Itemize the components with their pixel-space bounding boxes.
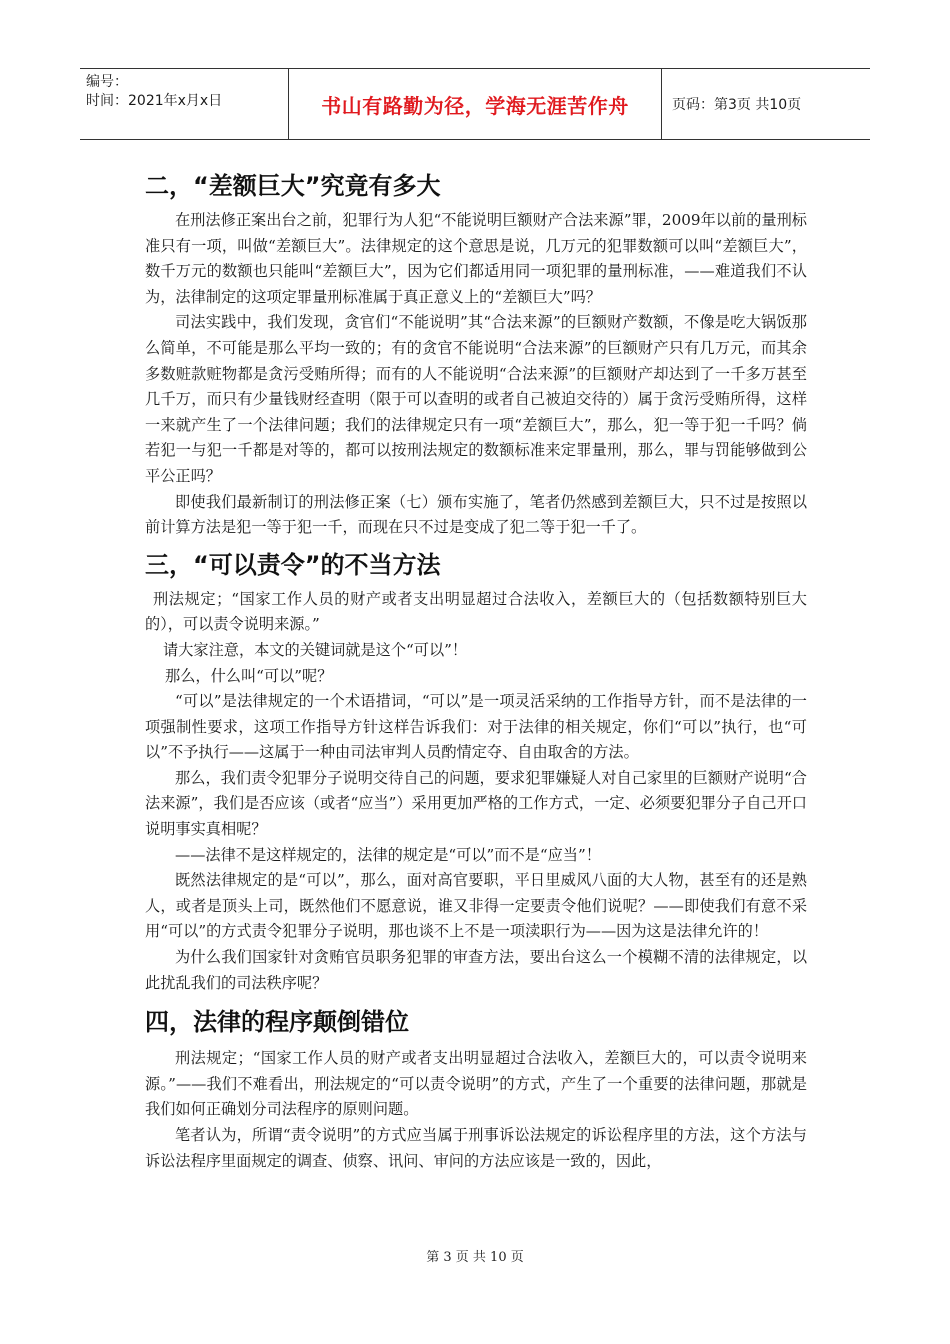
section-title: 三，“可以责令”的不当方法 xyxy=(145,550,441,579)
paragraph: 请大家注意，本文的关键词就是这个“可以”！ xyxy=(163,640,468,659)
header-motto: 书山有路勤为径，学海无涯苦作舟 xyxy=(289,69,662,139)
paragraph: ——法律不是这样规定的，法律的规定是“可以”而不是“应当”！ xyxy=(175,845,601,864)
paragraph: 既然法律规定的是“可以”，那么，面对高官要职，平日里威风八面的大人物，甚至有的还是熟人，或者是顶头上司，既然他们不愿意说，谁又非得一定要责令他们说呢？——即使我们有意不采用“可以”的方式责令犯罪分子说明，那也谈不上不是一项渎职行为——因为这是法律允许的！ xyxy=(145,871,807,941)
paragraph: 即使我们最新制订的刑法修正案（七）颁布实施了，笔者仍然感到差额巨大，只不过是按照以前计算方法是犯一等于犯一千，而现在只不过是变成了犯二等于犯一千了。 xyxy=(145,492,807,537)
time-label: 时间：2021年x月x日 xyxy=(86,93,223,109)
paragraph: 那么，什么叫“可以”呢？ xyxy=(165,666,333,685)
paragraph: 刑法规定；“国家工作人员的财产或者支出明显超过合法收入，差额巨大的（包括数额特别巨大的），可以责令说明来源。” xyxy=(145,589,807,634)
paragraph: 司法实践中，我们发现，贪官们“不能说明”其“合法来源”的巨额财产数额，不像是吃大锅饭那么简单，不可能是那么平均一致的；有的贪官不能说明“合法来源”的巨额财产只有几万元，而其余多数赃款赃物都是贪污受贿所得；而有的人不能说明“合法来源”的巨额财产却达到了一千多万甚至几千万，而只有少量钱财经查明（限于可以查明的或者自己被迫交待的）属于贪污受贿所得，这样一来就产生了一个法律问题；我们的法律规定只有一项“差额巨大”，那么，犯一等于犯一千吗？倘若犯一与犯一千都是对等的，都可以按刑法规定的数额标准来定罪量刑，那么，罪与罚能够做到公平公正吗？ xyxy=(145,313,807,485)
paragraph: 笔者认为，所谓“责令说明”的方式应当属于刑事诉讼法规定的诉讼程序里的方法，这个方法与诉讼法程序里面规定的调查、侦察、讯问、审问的方法应该是一致的，因此， xyxy=(145,1126,807,1170)
paragraph: “可以”是法律规定的一个术语措词，“可以”是一项灵活采纳的工作指导方针，而不是法律的一项强制性要求，这项工作指导方针这样告诉我们：对于法律的相关规定，你们“可以”执行，也“可以”不予执行——这属于一种由司法审判人员酌情定夺、自由取舍的方法。 xyxy=(145,692,807,762)
number-label: 编号： xyxy=(86,74,128,90)
page-footer: 第 3 页 共 10 页 xyxy=(426,1250,524,1265)
document-body xyxy=(145,168,807,1174)
paragraph: 在刑法修正案出台之前，犯罪行为人犯“不能说明巨额财产合法来源”罪，2009年以前的量刑标准只有一项，叫做“差额巨大”。法律规定的这个意思是说，几万元的犯罪数额可以叫“差额巨大”，数千万元的数额也只能叫“差额巨大”，因为它们都适用同一项犯罪的量刑标准，——难道我们不认为，法律制定的这项定罪量刑标准属于真正意义上的“差额巨大”吗？ xyxy=(145,211,807,306)
paragraph: 为什么我们国家针对贪贿官员职务犯罪的审查方法，要出台这么一个模糊不清的法律规定，以此扰乱我们的司法秩序呢？ xyxy=(145,948,807,992)
header-page-label: 页码：第3页 共10页 xyxy=(672,97,802,113)
paragraph: 那么，我们责令犯罪分子说明交待自己的问题，要求犯罪嫌疑人对自己家里的巨额财产说明“合法来源”，我们是否应该（或者“应当”）采用更加严格的工作方式，一定、必须要犯罪分子自己开口说明事实真相呢？ xyxy=(145,768,807,839)
section-title: 二，“差额巨大”究竟有多大 xyxy=(145,172,441,200)
header-meta xyxy=(80,69,289,139)
section-title: 四，法律的程序颠倒错位 xyxy=(145,1008,409,1037)
paragraph: 刑法规定；“国家工作人员的财产或者支出明显超过合法收入，差额巨大的，可以责令说明来源。”——我们不难看出，刑法规定的“可以责令说明”的方式，产生了一个重要的法律问题，那就是我们如何正确划分司法程序的原则问题。 xyxy=(145,1049,807,1119)
page-header xyxy=(80,68,870,140)
